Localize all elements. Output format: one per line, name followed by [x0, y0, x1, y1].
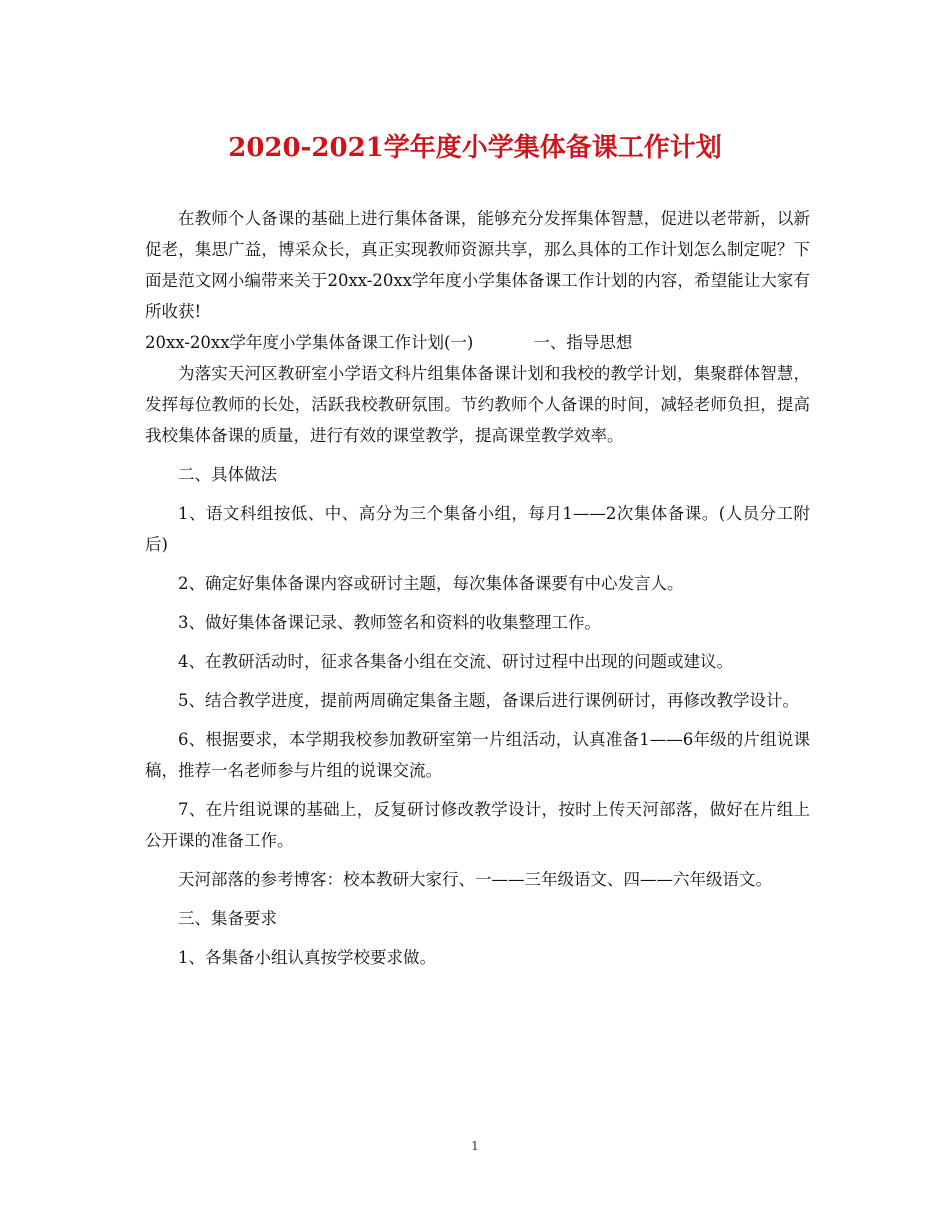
- section2-item-3: 3、做好集体备课记录、教师签名和资料的收集整理工作。: [178, 613, 601, 632]
- section2-item-1: 1、语文科组按低、中、高分为三个集备小组，每月1——2次集体备课。(人员分工附后): [145, 504, 810, 554]
- section3-heading: 三、集备要求: [178, 909, 277, 928]
- section2-heading: 二、具体做法: [178, 465, 277, 484]
- section3-item-1: 1、各集备小组认真按学校要求做。: [178, 948, 436, 967]
- document-title: 2020-2021学年度小学集体备课工作计划: [228, 133, 722, 163]
- document-body: [145, 203, 810, 973]
- intro-paragraph: 在教师个人备课的基础上进行集体备课，能够充分发挥集体智慧，促进以老带新，以新促老，集思广益，博采众长，真正实现教师资源共享，那么具体的工作计划怎么制定呢？下面是范文网小编带来关于20xx-20xx学年度小学集体备课工作计划的内容，希望能让大家有所收获!: [145, 209, 810, 321]
- page-number: 1: [471, 1139, 479, 1153]
- section2-item-7: 7、在片组说课的基础上，反复研讨修改教学设计，按时上传天河部落，做好在片组上公开课的准备工作。: [145, 800, 810, 850]
- plan-subtitle: 20xx-20xx学年度小学集体备课工作计划(一): [145, 333, 474, 352]
- section2-item-4: 4、在教研活动时，征求各集备小组在交流、研讨过程中出现的问题或建议。: [178, 652, 733, 671]
- section2-item-5: 5、结合教学进度，提前两周确定集备主题，备课后进行课例研讨，再修改教学设计。: [178, 691, 799, 710]
- section2-item-6: 6、根据要求，本学期我校参加教研室第一片组活动，认真准备1——6年级的片组说课稿，推荐一名老师参与片组的说课交流。: [145, 730, 810, 780]
- section2-item-2: 2、确定好集体备课内容或研讨主题，每次集体备课要有中心发言人。: [178, 574, 684, 593]
- section1-paragraph: 为落实天河区教研室小学语文科片组集体备课计划和我校的教学计划，集聚群体智慧，发挥每位教师的长处，活跃我校教研氛围。节约教师个人备课的时间，减轻老师负担，提高我校集体备课的质量，进行有效的课堂教学，提高课堂教学效率。: [145, 364, 810, 445]
- section1-heading: 一、指导思想: [533, 333, 633, 352]
- subtitle-line: [145, 327, 810, 358]
- section2-blog-note: 天河部落的参考博客：校本教研大家行、一——三年级语文、四——六年级语文。: [178, 870, 772, 889]
